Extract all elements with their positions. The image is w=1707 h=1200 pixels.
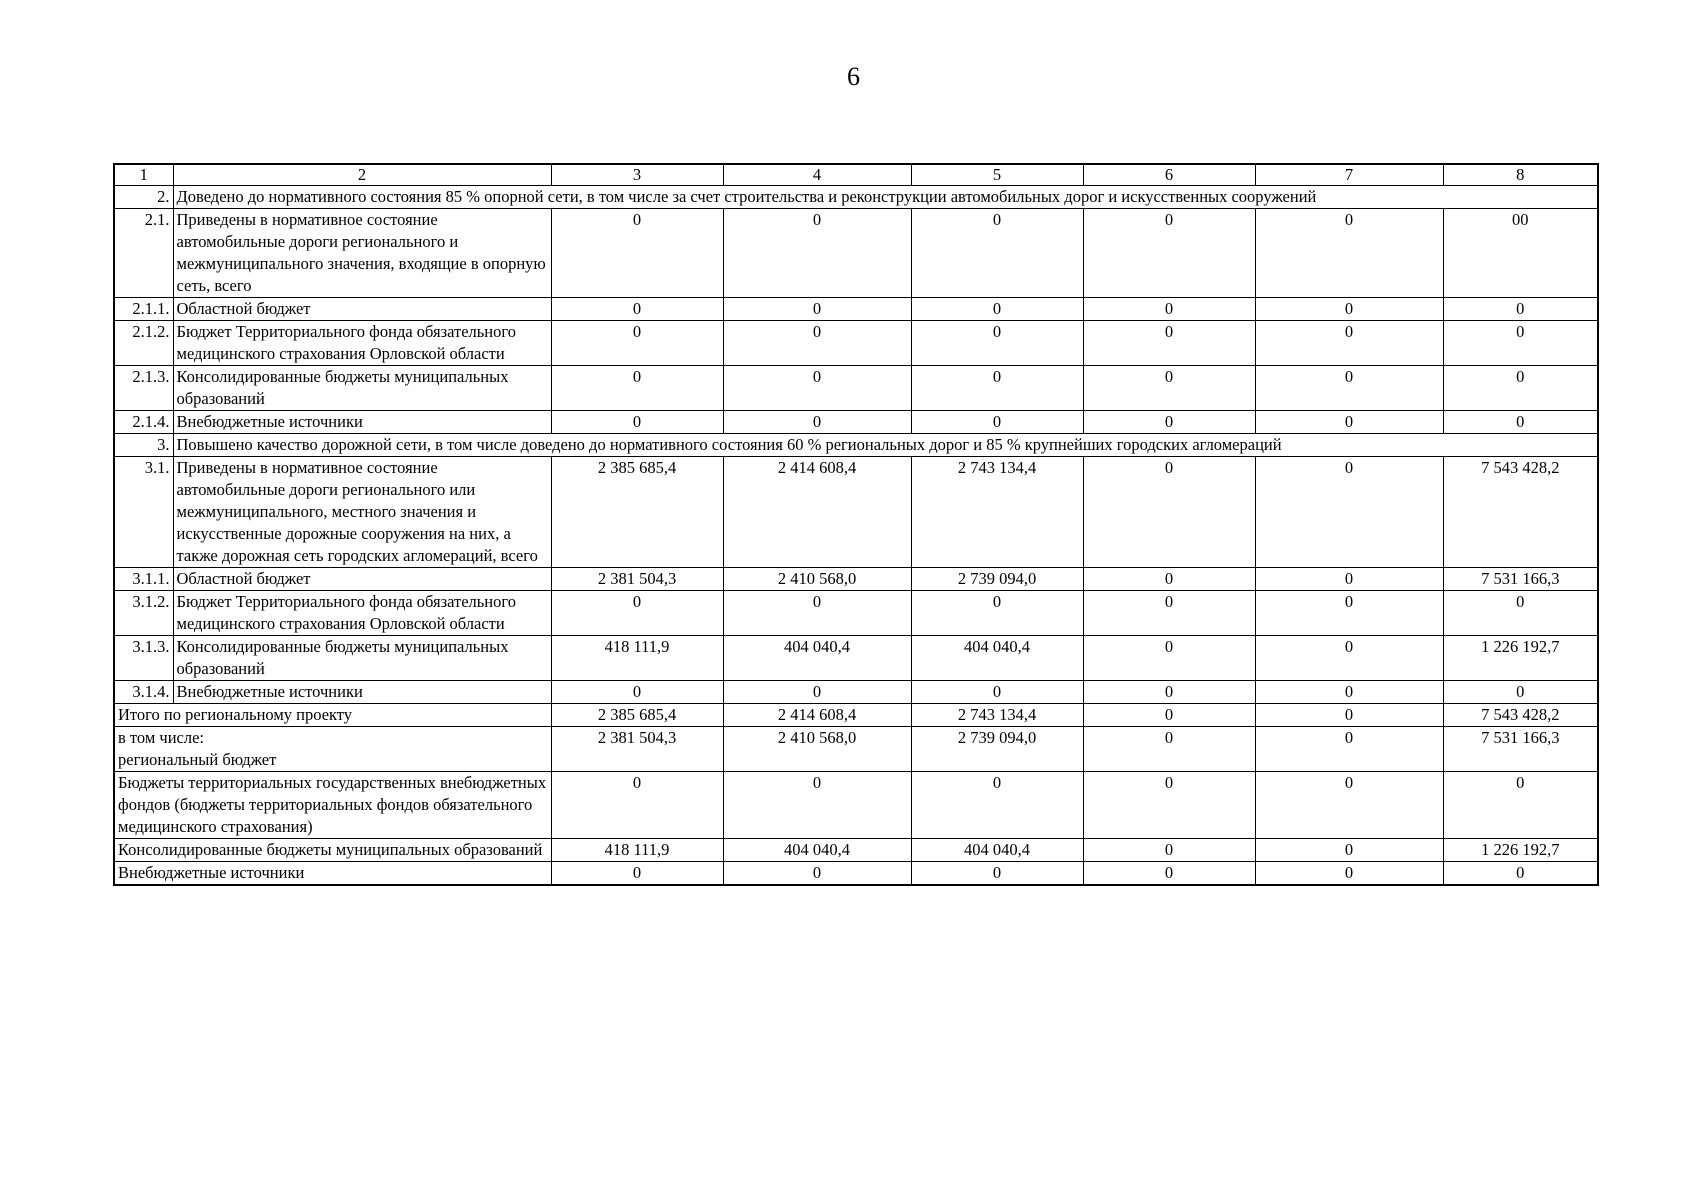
- row-description: Приведены в нормативное состояние автомобильные дороги регионального или межмуниципального, местного значения и искусственные дорожные сооружения на них, а также дорожная сеть городских агломераций, всего: [173, 457, 551, 568]
- value-cell: 2 410 568,0: [723, 568, 911, 591]
- value-cell: 0: [1443, 862, 1598, 886]
- value-cell: 2 743 134,4: [911, 704, 1083, 727]
- value-cell: 0: [1443, 366, 1598, 411]
- total-row: [114, 839, 1598, 862]
- value-cell: 0: [551, 681, 723, 704]
- table-row: [114, 591, 1598, 636]
- column-number-header: 7: [1255, 164, 1443, 186]
- column-number-header: 1: [114, 164, 173, 186]
- value-cell: 0: [1083, 727, 1255, 772]
- value-cell: 00: [1443, 209, 1598, 298]
- row-number: 3.1.: [114, 457, 173, 568]
- value-cell: 0: [1255, 704, 1443, 727]
- value-cell: 0: [1083, 772, 1255, 839]
- value-cell: 0: [723, 681, 911, 704]
- table-row: [114, 411, 1598, 434]
- value-cell: 0: [1255, 636, 1443, 681]
- row-number: 2.1.3.: [114, 366, 173, 411]
- value-cell: 7 543 428,2: [1443, 704, 1598, 727]
- value-cell: 0: [1255, 298, 1443, 321]
- total-description: [114, 839, 551, 862]
- header-row: [114, 164, 1598, 186]
- row-description: Приведены в нормативное состояние автомобильные дороги регионального и межмуниципального значения, входящие в опорную сеть, всего: [173, 209, 551, 298]
- value-cell: 2 385 685,4: [551, 704, 723, 727]
- value-cell: 0: [911, 862, 1083, 886]
- value-cell: 0: [1443, 591, 1598, 636]
- section-title: Доведено до нормативного состояния 85 % опорной сети, в том числе за счет строительства и реконструкции автомобильных дорог и искусственных сооружений: [173, 186, 1598, 209]
- row-description: Консолидированные бюджеты муниципальных образований: [173, 636, 551, 681]
- value-cell: 0: [1443, 321, 1598, 366]
- value-cell: 0: [911, 321, 1083, 366]
- value-cell: 0: [1443, 772, 1598, 839]
- total-description: [114, 862, 551, 886]
- value-cell: 0: [551, 298, 723, 321]
- value-cell: 0: [1083, 366, 1255, 411]
- value-cell: 404 040,4: [911, 839, 1083, 862]
- row-number: 3.: [114, 434, 173, 457]
- value-cell: 0: [723, 298, 911, 321]
- budget-table: [113, 163, 1599, 886]
- value-cell: 7 531 166,3: [1443, 568, 1598, 591]
- value-cell: 0: [1443, 681, 1598, 704]
- value-cell: 0: [723, 209, 911, 298]
- row-description: Бюджет Территориального фонда обязательного медицинского страхования Орловской области: [173, 591, 551, 636]
- value-cell: 0: [1083, 568, 1255, 591]
- section-row: [114, 434, 1598, 457]
- value-cell: 0: [723, 772, 911, 839]
- value-cell: 0: [1255, 321, 1443, 366]
- row-description: Областной бюджет: [173, 568, 551, 591]
- row-number: 3.1.3.: [114, 636, 173, 681]
- value-cell: 0: [1083, 411, 1255, 434]
- value-cell: 1 226 192,7: [1443, 839, 1598, 862]
- row-number: 2.1.2.: [114, 321, 173, 366]
- value-cell: 404 040,4: [911, 636, 1083, 681]
- value-cell: 418 111,9: [551, 839, 723, 862]
- value-cell: 0: [911, 591, 1083, 636]
- value-cell: 0: [723, 321, 911, 366]
- value-cell: 0: [911, 681, 1083, 704]
- total-label: в том числе:: [118, 728, 205, 747]
- table-row: [114, 457, 1598, 568]
- value-cell: 0: [551, 591, 723, 636]
- row-number: 2.1.1.: [114, 298, 173, 321]
- row-description: Внебюджетные источники: [173, 681, 551, 704]
- value-cell: 418 111,9: [551, 636, 723, 681]
- value-cell: 0: [1255, 862, 1443, 886]
- row-number: 3.1.2.: [114, 591, 173, 636]
- row-description: Консолидированные бюджеты муниципальных образований: [173, 366, 551, 411]
- value-cell: 0: [551, 411, 723, 434]
- table-row: [114, 636, 1598, 681]
- value-cell: 0: [551, 366, 723, 411]
- value-cell: 0: [551, 321, 723, 366]
- total-description: [114, 727, 551, 772]
- value-cell: 0: [1083, 457, 1255, 568]
- value-cell: 0: [723, 411, 911, 434]
- value-cell: 0: [1255, 839, 1443, 862]
- value-cell: 0: [1255, 209, 1443, 298]
- table-row: [114, 209, 1598, 298]
- value-cell: 0: [911, 772, 1083, 839]
- value-cell: 0: [1083, 591, 1255, 636]
- value-cell: 1 226 192,7: [1443, 636, 1598, 681]
- value-cell: 2 381 504,3: [551, 568, 723, 591]
- row-number: 2.1.: [114, 209, 173, 298]
- total-label: Консолидированные бюджеты муниципальных образований: [118, 840, 543, 859]
- value-cell: 0: [551, 209, 723, 298]
- table-row: [114, 298, 1598, 321]
- table-row: [114, 681, 1598, 704]
- value-cell: 404 040,4: [723, 839, 911, 862]
- value-cell: 7 531 166,3: [1443, 727, 1598, 772]
- row-number: 3.1.4.: [114, 681, 173, 704]
- column-number-header: 5: [911, 164, 1083, 186]
- table-row: [114, 321, 1598, 366]
- value-cell: 0: [1083, 321, 1255, 366]
- value-cell: 0: [1083, 636, 1255, 681]
- total-label: Внебюджетные источники: [118, 863, 305, 882]
- value-cell: 0: [911, 366, 1083, 411]
- total-label: Бюджеты территориальных государственных внебюджетных фондов (бюджеты территориальных фондов обязательного медицинского страхования): [118, 773, 547, 836]
- value-cell: 0: [911, 411, 1083, 434]
- row-description: Областной бюджет: [173, 298, 551, 321]
- value-cell: 2 385 685,4: [551, 457, 723, 568]
- section-row: [114, 186, 1598, 209]
- total-description: [114, 772, 551, 839]
- value-cell: 0: [1083, 681, 1255, 704]
- value-cell: 2 381 504,3: [551, 727, 723, 772]
- value-cell: 0: [723, 591, 911, 636]
- column-number-header: 4: [723, 164, 911, 186]
- total-row: [114, 704, 1598, 727]
- value-cell: 0: [911, 209, 1083, 298]
- row-description: Бюджет Территориального фонда обязательного медицинского страхования Орловской области: [173, 321, 551, 366]
- value-cell: 0: [1255, 457, 1443, 568]
- total-row: [114, 772, 1598, 839]
- row-number: 2.1.4.: [114, 411, 173, 434]
- row-number: 3.1.1.: [114, 568, 173, 591]
- total-sublabel: региональный бюджет: [118, 750, 277, 769]
- value-cell: 7 543 428,2: [1443, 457, 1598, 568]
- value-cell: 0: [723, 366, 911, 411]
- value-cell: 0: [1083, 839, 1255, 862]
- value-cell: 0: [1443, 411, 1598, 434]
- value-cell: 0: [1083, 704, 1255, 727]
- table-row: [114, 366, 1598, 411]
- value-cell: 2 739 094,0: [911, 727, 1083, 772]
- page-number: 6: [847, 62, 860, 91]
- value-cell: 2 739 094,0: [911, 568, 1083, 591]
- value-cell: 0: [1083, 862, 1255, 886]
- value-cell: 0: [1255, 727, 1443, 772]
- value-cell: 0: [551, 862, 723, 886]
- value-cell: 0: [1443, 298, 1598, 321]
- value-cell: 0: [1255, 591, 1443, 636]
- value-cell: 404 040,4: [723, 636, 911, 681]
- value-cell: 0: [1255, 681, 1443, 704]
- total-description: [114, 704, 551, 727]
- column-number-header: 2: [173, 164, 551, 186]
- total-row: [114, 862, 1598, 886]
- column-number-header: 3: [551, 164, 723, 186]
- value-cell: 0: [1255, 366, 1443, 411]
- value-cell: 0: [1255, 772, 1443, 839]
- row-description: Внебюджетные источники: [173, 411, 551, 434]
- row-number: 2.: [114, 186, 173, 209]
- value-cell: 2 414 608,4: [723, 457, 911, 568]
- value-cell: 0: [1083, 209, 1255, 298]
- value-cell: 0: [723, 862, 911, 886]
- value-cell: 2 414 608,4: [723, 704, 911, 727]
- value-cell: 0: [1255, 411, 1443, 434]
- section-title: Повышено качество дорожной сети, в том числе доведено до нормативного состояния 60 % региональных дорог и 85 % крупнейших городских агломераций: [173, 434, 1598, 457]
- column-number-header: 8: [1443, 164, 1598, 186]
- total-row: [114, 727, 1598, 772]
- column-number-header: 6: [1083, 164, 1255, 186]
- value-cell: 2 743 134,4: [911, 457, 1083, 568]
- value-cell: 0: [551, 772, 723, 839]
- value-cell: 0: [1255, 568, 1443, 591]
- value-cell: 0: [1083, 298, 1255, 321]
- value-cell: 2 410 568,0: [723, 727, 911, 772]
- value-cell: 0: [911, 298, 1083, 321]
- total-label: Итого по региональному проекту: [118, 705, 353, 724]
- table-row: [114, 568, 1598, 591]
